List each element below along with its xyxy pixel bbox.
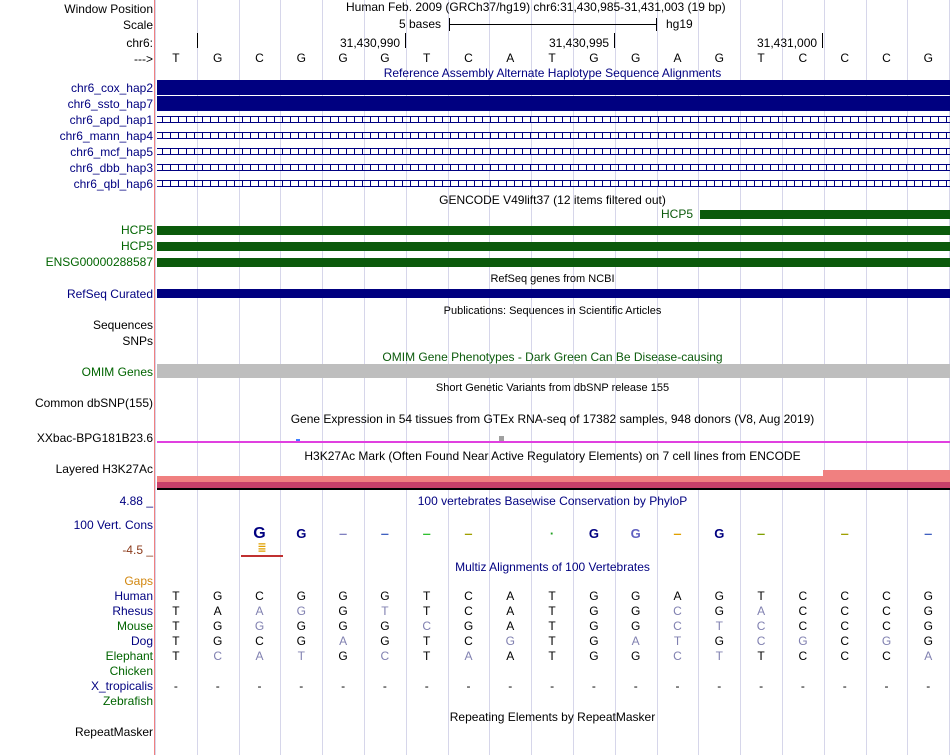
pubs-title[interactable]: Publications: Sequences in Scientific Articles [443,305,662,317]
aligned-base: A [339,634,348,648]
species-label[interactable]: Human [114,589,153,603]
aligned-base: C [673,649,682,663]
hap-bar-dbb[interactable] [157,164,950,171]
haplotypes-title[interactable]: Reference Assembly Alternate Haplotype Sequence Alignments [383,66,722,80]
hap-label-chr6-ssto-hap7[interactable]: chr6_ssto_hap7 [67,97,153,111]
aligned-base: A [506,604,515,618]
aligned-base: C [464,634,473,648]
gencode-row-label[interactable]: ENSG00000288587 [45,255,153,269]
aligned-base: C [882,619,891,633]
scale-label: Scale [122,18,153,32]
aligned-base: T [297,649,305,663]
gencode-title[interactable]: GENCODE V49lift37 (12 items filtered out) [439,193,666,207]
phylop-mark: G [714,526,725,541]
ruler-tick [197,33,198,48]
hap-label-chr6-mcf-hap5[interactable]: chr6_mcf_hap5 [70,145,153,159]
aligned-base: T [172,619,180,633]
aligned-base: G [254,619,265,633]
ref-base: C [798,51,808,65]
strand-arrow-label: ---> [134,52,153,66]
gencode-hcp5-bar-2[interactable] [157,242,950,251]
ref-base: G [631,51,641,65]
ref-base: G [338,51,348,65]
refseq-label[interactable]: RefSeq Curated [66,287,153,301]
aligned-base: G [338,619,348,633]
species-label[interactable]: Zebrafish [102,694,153,708]
aligned-base: G [589,589,599,603]
aligned-base: G [714,589,724,603]
aligned-base: C [882,649,891,663]
ref-base: C [882,51,891,65]
aligned-base: - [341,679,346,693]
coord-label-3: 31,431,000 [757,36,818,50]
phylop-mark: ‒ [339,526,347,541]
aligned-base: C [756,619,766,633]
aligned-base: A [255,649,264,663]
aligned-base: G [463,619,474,633]
aligned-base: - [299,679,304,693]
aligned-base: G [213,589,223,603]
aligned-base: G [923,619,933,633]
ref-base: A [506,51,515,65]
hap-label-chr6-cox-hap2[interactable]: chr6_cox_hap2 [70,81,153,95]
aligned-base: T [172,589,180,603]
omim-bar[interactable] [157,364,950,378]
phylop-mark: ‒ [924,526,932,541]
phylop-mark: ‒ [423,526,431,541]
scale-bar-right-tick [656,18,657,31]
dbsnp-title[interactable]: Short Genetic Variants from dbSNP release 155 [435,382,670,394]
ref-base: C [464,51,473,65]
phylop-mark: ‒ [841,526,849,541]
coord-label-1: 31,430,990 [340,36,401,50]
aligned-base: A [757,604,766,618]
aligned-base: G [380,589,390,603]
aligned-base: T [381,604,389,618]
aligned-base: G [213,619,223,633]
h3k27-label[interactable]: Layered H3K27Ac [55,462,153,476]
coord-label-2: 31,430,995 [549,36,610,50]
aligned-base: C [464,589,473,603]
hap-label-chr6-apd-hap1[interactable]: chr6_apd_hap1 [69,113,153,127]
ruler-tick [405,33,406,48]
gtex-label[interactable]: XXbac-BPG181B23.6 [36,431,153,445]
gtex-tissue-mark [499,436,504,441]
aligned-base: G [296,634,306,648]
aligned-base: - [550,679,555,693]
aligned-base: G [714,634,724,648]
aligned-base: T [423,649,431,663]
aligned-base: T [423,634,431,648]
species-label[interactable]: Rhesus [112,604,153,618]
aligned-base: G [380,634,390,648]
aligned-base: - [842,679,847,693]
aligned-base: G [380,619,390,633]
snps-label[interactable]: SNPs [122,334,153,348]
species-label[interactable]: Elephant [105,649,153,663]
aligned-base: C [798,604,808,618]
aligned-base: A [213,604,222,618]
gaps-label[interactable]: Gaps [124,574,153,588]
aligned-base: - [466,679,471,693]
aligned-base: C [673,604,682,618]
aligned-base: G [589,649,599,663]
aligned-base: C [882,604,891,618]
ref-base: G [714,51,724,65]
aligned-base: - [800,679,805,693]
aligned-base: G [881,634,892,648]
aligned-base: C [756,634,766,648]
ref-base: G [380,51,390,65]
aligned-base: A [255,604,264,618]
aligned-base: T [172,634,180,648]
hap-label-chr6-dbb-hap3[interactable]: chr6_dbb_hap3 [69,161,153,175]
aligned-base: - [633,679,638,693]
aligned-base: - [215,679,220,693]
aligned-base: - [257,679,262,693]
h3k27-title[interactable]: H3K27Ac Mark (Often Found Near Active Regulatory Elements) on 7 cell lines from ENCODE [304,449,801,463]
ref-base: G [296,51,306,65]
phylop-mark: ‒ [381,526,389,541]
aligned-base: G [296,619,306,633]
gtex-bar[interactable] [157,441,950,443]
phylop-mark: ‒ [673,526,682,541]
scale-value: 5 bases [399,17,442,31]
aligned-base: C [840,649,850,663]
aligned-base: - [173,679,178,693]
aligned-base: G [631,589,641,603]
aligned-base: - [759,679,764,693]
aligned-base: T [548,649,556,663]
hap-bar-qbl[interactable] [157,180,950,187]
aligned-base: G [338,649,348,663]
aligned-base: C [255,589,264,603]
hap-bar-mcf[interactable] [157,148,950,155]
aligned-base: T [715,649,723,663]
aligned-base: T [548,634,556,648]
aligned-base: G [923,604,933,618]
aligned-base: G [505,634,515,648]
aligned-base: C [840,589,850,603]
aligned-base: C [380,649,390,663]
aligned-base: C [798,619,808,633]
ref-base: G [213,51,223,65]
aligned-base: G [923,589,933,603]
hap-bar-ssto[interactable] [157,96,950,111]
ref-base: G [589,51,599,65]
assembly-position-text: Human Feb. 2009 (GRCh37/hg19) chr6:31,430,985-31,431,003 (19 bp) [346,0,726,14]
aligned-base: G [296,589,306,603]
h3k27-baseline [157,488,950,490]
aligned-base: C [213,649,223,663]
aligned-base: A [506,619,515,633]
aligned-base: G [213,634,223,648]
ref-base: T [172,51,180,65]
aligned-base: G [631,619,641,633]
phylop-top-value: 4.88 _ [119,494,153,508]
phylop-negative-logo: ≣ [241,541,283,557]
gencode-hcp5-bar-1[interactable] [157,226,950,235]
aligned-base: G [798,634,808,648]
aligned-base: - [717,679,722,693]
aligned-base: G [714,604,724,618]
aligned-base: G [631,649,641,663]
species-label[interactable]: Dog [130,634,153,648]
aligned-base: C [840,604,850,618]
ref-base: G [923,51,933,65]
aligned-base: C [673,619,682,633]
gencode-row-label[interactable]: HCP5 [120,223,153,237]
aligned-base: - [675,679,680,693]
ref-base: A [673,51,682,65]
aligned-base: A [631,634,640,648]
aligned-base: C [798,649,808,663]
scale-bar [449,24,656,25]
h3k27-peak [823,470,950,476]
aligned-base: C [798,589,808,603]
multiz-title[interactable]: Multiz Alignments of 100 Vertebrates [455,560,650,574]
aligned-base: - [926,679,931,693]
ref-base: C [255,51,264,65]
phylop-mark: ‒ [464,526,473,541]
dbsnp-label[interactable]: Common dbSNP(155) [34,396,153,410]
hap-bar-mann[interactable] [157,132,950,139]
aligned-base: T [423,604,431,618]
phylop-bottom-value: -4.5 _ [122,543,153,557]
scale-bar-left-tick [449,18,450,31]
aligned-base: G [589,619,599,633]
aligned-base: T [548,604,556,618]
gencode-hcp5-short-bar[interactable] [700,210,950,219]
sequences-label[interactable]: Sequences [92,318,153,332]
hap-bar-apd[interactable] [157,116,950,123]
refseq-title[interactable]: RefSeq genes from NCBI [490,273,615,285]
aligned-base: T [757,649,765,663]
aligned-base: - [382,679,387,693]
aligned-base: T [673,634,682,648]
ruler-tick [614,33,615,48]
aligned-base: G [631,604,641,618]
aligned-base: T [548,619,556,633]
ref-base: C [840,51,850,65]
omim-label[interactable]: OMIM Genes [81,365,153,379]
aligned-base: A [673,589,682,603]
aligned-base: G [338,604,348,618]
phylop-mark: G [630,526,641,541]
phylop-mark: · [549,526,555,541]
aligned-base: - [591,679,596,693]
ruler-tick [822,33,823,48]
phylop-label[interactable]: 100 Vert. Cons [73,518,153,532]
aligned-base: A [506,649,515,663]
aligned-base: G [923,634,933,648]
phylop-mark: G [588,526,599,541]
aligned-base: A [464,649,473,663]
hap-label-chr6-qbl-hap6[interactable]: chr6_qbl_hap6 [73,177,153,191]
aligned-base: A [506,589,515,603]
refseq-bar[interactable] [157,289,950,298]
aligned-base: C [464,604,473,618]
aligned-base: T [172,649,180,663]
aligned-base: C [840,619,850,633]
ref-base: T [757,51,765,65]
rmsk-label[interactable]: RepeatMasker [74,725,153,739]
phylop-mark: G [296,526,307,541]
aligned-base: T [548,589,556,603]
aligned-base: C [422,619,432,633]
phylop-mark: G [253,525,266,542]
aligned-base: G [589,604,599,618]
aligned-base: T [757,589,765,603]
gtex-title[interactable]: Gene Expression in 54 tissues from GTEx RNA-seq of 17382 samples, 948 donors (V8, Aug 2019) [290,412,815,426]
aligned-base: C [882,589,891,603]
aligned-base: - [424,679,429,693]
omim-title[interactable]: OMIM Gene Phenotypes - Dark Green Can Be Disease-causing [382,350,723,364]
aligned-base: G [589,634,599,648]
aligned-base: A [924,649,933,663]
aligned-base: G [338,589,348,603]
hap-label-chr6-mann-hap4[interactable]: chr6_mann_hap4 [59,129,153,143]
aligned-base: T [172,604,180,618]
aligned-base: T [715,619,723,633]
gtex-tissue-mark [296,439,300,441]
rmsk-title[interactable]: Repeating Elements by RepeatMasker [449,710,656,724]
window-position-label: Window Position [64,2,153,16]
phylop-title[interactable]: 100 vertebrates Basewise Conservation by PhyloP [417,494,688,508]
gencode-inline-label[interactable]: HCP5 [661,207,694,221]
aligned-base: C [255,634,264,648]
aligned-base: G [296,604,306,618]
aligned-base: - [508,679,513,693]
gencode-row-label[interactable]: HCP5 [120,239,153,253]
ref-base: T [423,51,431,65]
species-label[interactable]: Mouse [116,619,153,633]
phylop-mark: ‒ [757,526,765,541]
aligned-base: - [884,679,889,693]
hap-bar-cox[interactable] [157,80,950,95]
chr-label: chr6: [126,36,153,50]
aligned-base: C [840,634,850,648]
ref-base: T [548,51,556,65]
species-label[interactable]: X_tropicalis [90,679,153,693]
assembly-short: hg19 [666,17,693,31]
gencode-ensg-bar[interactable] [157,258,950,267]
species-label[interactable]: Chicken [109,664,153,678]
aligned-base: T [423,589,431,603]
